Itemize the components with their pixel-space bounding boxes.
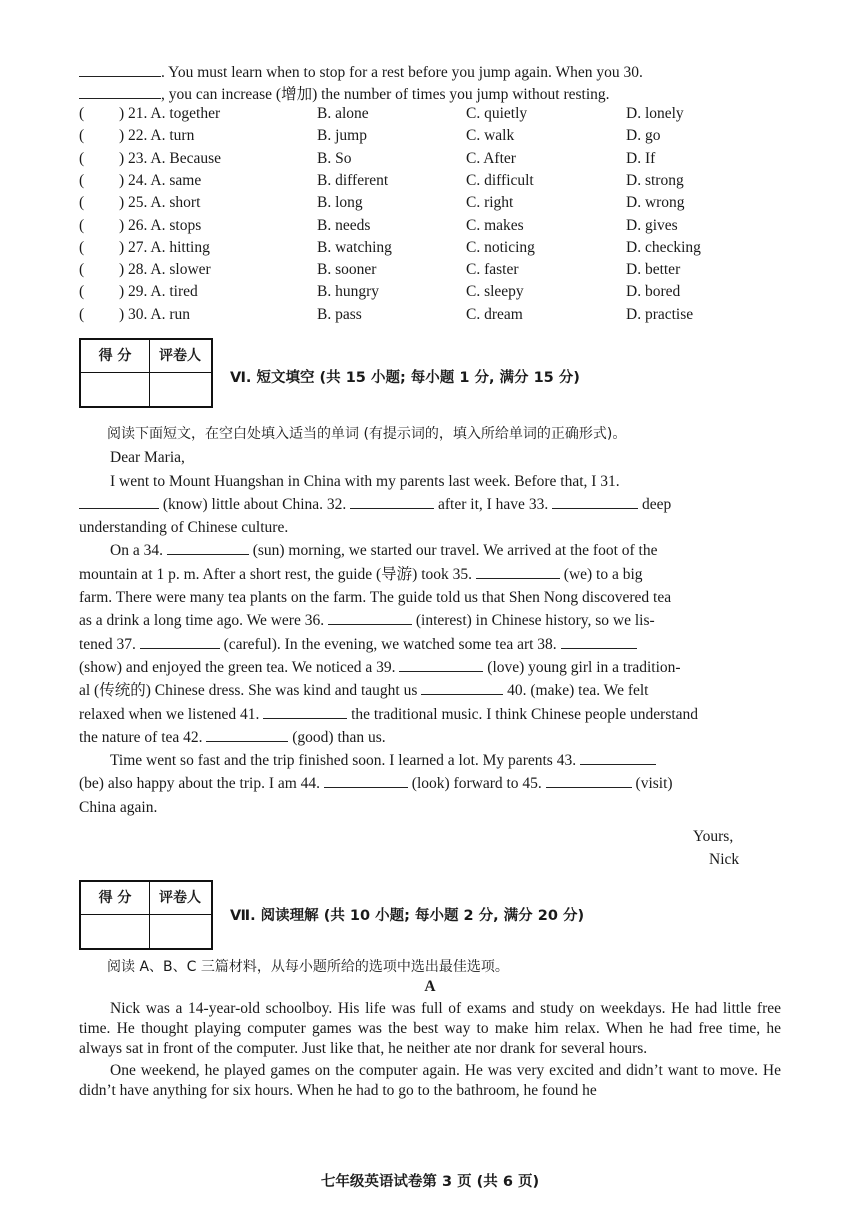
- answer-paren[interactable]: (: [79, 305, 85, 323]
- answer-blank[interactable]: [552, 494, 638, 509]
- option-b: B. pass: [317, 305, 362, 323]
- section-title: Ⅵ. 短文填空 (共 15 小题; 每小题 1 分, 满分 15 分): [230, 370, 580, 386]
- option-c: C. difficult: [466, 171, 534, 189]
- option-a: ) 29. A. tired: [119, 283, 198, 301]
- question-row: [79, 237, 779, 259]
- option-a: ) 23. A. Because: [119, 149, 222, 167]
- option-d: D. better: [626, 261, 681, 279]
- option-c: C. sleepy: [466, 283, 524, 301]
- letter-closing: Yours, Nick: [693, 825, 739, 871]
- answer-paren[interactable]: (: [79, 105, 85, 122]
- option-a: ) 21. A. together: [119, 105, 221, 122]
- answer-paren[interactable]: (: [79, 149, 85, 167]
- intro-line-1: . You must learn when to stop for a rest before you jump again. When you 30.: [79, 62, 780, 83]
- option-d: D. checking: [626, 238, 701, 256]
- option-c: C. walk: [466, 127, 515, 145]
- option-c: C. After: [466, 149, 516, 167]
- answer-paren[interactable]: (: [79, 171, 85, 189]
- signature: Nick: [709, 851, 740, 868]
- option-a: ) 28. A. slower: [119, 261, 211, 279]
- answer-blank[interactable]: [580, 750, 656, 765]
- option-b: B. needs: [317, 216, 371, 234]
- answer-blank[interactable]: [324, 773, 408, 788]
- answer-blank[interactable]: [206, 727, 288, 742]
- answer-blank[interactable]: [350, 494, 434, 509]
- option-b: B. alone: [317, 105, 369, 122]
- question-row: [79, 259, 779, 281]
- paragraph: One weekend, he played games on the computer again. He was very excited and didn’t want to move. He didn’t have anything for six hours. When he had to go to the bathroom, he found he: [79, 1062, 781, 1099]
- answer-blank[interactable]: [328, 610, 412, 625]
- option-c: C. noticing: [466, 238, 535, 256]
- question-row: [79, 215, 779, 237]
- question-row: [79, 103, 779, 125]
- page-footer: 七年级英语试卷第 3 页 (共 6 页): [320, 1174, 540, 1190]
- section6-passage: 阅读下面短文，在空白处填入适当的单词 (有提示词的，填入所给单词的正确形式)。 Dear Maria, I went to Mount Huangshan in China with my parents last week. Before that, I 31. (know) little about China. 32. after it, I have 33. deep understanding of Chinese culture. On a 34. (sun) morning, we started our travel. We arrived at the foot of the mountain at 1 p. m. After a short rest, the guide (导游) took 35. (we) to a big farm. There were many tea plants on the farm. The guide told us that Shen Nong discovered tea as a drink a long time ago. We were 36. (interest) in Chinese history, so we lis- tened 37. (careful). In the evening, we watched some tea art 38. (show) and enjoyed the green tea. We noticed a 39. (love) young girl in a tradition- al (传统的) Chinese dress. She was kind and taught us 40. (make) tea. We felt relaxed when we listened 41. the traditional music. I think Chinese people understand the nature of tea 42. (good) than us. Time went so fast and the trip finished soon. I learned a lot. My parents 43. (be) also happy about the trip. I am 44. (look) forward to 45. (visit) China again.: [79, 423, 781, 819]
- section-title: Ⅶ. 阅读理解 (共 10 小题; 每小题 2 分, 满分 20 分): [230, 908, 585, 924]
- instruction: 阅读 A、B、C 三篇材料，从每小题所给的选项中选出最佳选项。: [107, 959, 509, 975]
- option-d: D. go: [626, 127, 661, 145]
- option-b: B. hungry: [317, 283, 379, 301]
- score-box: [79, 338, 213, 408]
- answer-blank[interactable]: [476, 564, 560, 579]
- question-row: [79, 148, 779, 170]
- answer-paren[interactable]: (: [79, 283, 85, 301]
- answer-blank[interactable]: [79, 84, 161, 99]
- option-c: C. makes: [466, 216, 524, 234]
- answer-blank[interactable]: [140, 634, 220, 649]
- option-a: ) 26. A. stops: [119, 216, 202, 234]
- option-c: C. dream: [466, 305, 523, 323]
- option-b: B. sooner: [317, 261, 377, 279]
- option-d: D. bored: [626, 283, 681, 301]
- score-label: 得 分: [81, 882, 150, 914]
- answer-paren[interactable]: (: [79, 216, 85, 234]
- option-b: B. long: [317, 194, 363, 212]
- score-box: [79, 880, 213, 950]
- grader-label: 评卷人: [159, 348, 201, 364]
- answer-paren[interactable]: (: [79, 238, 85, 256]
- greeting: Dear Maria,: [110, 449, 185, 467]
- option-d: D. strong: [626, 171, 684, 189]
- answer-blank[interactable]: [263, 704, 347, 719]
- answer-paren[interactable]: (: [79, 261, 85, 279]
- instruction: 阅读下面短文，在空白处填入适当的单词 (有提示词的，填入所给单词的正确形式)。: [107, 426, 627, 442]
- question-row: [79, 304, 779, 326]
- answer-blank[interactable]: [399, 657, 483, 672]
- option-d: D. gives: [626, 216, 678, 234]
- answer-blank[interactable]: [421, 680, 503, 695]
- option-a: ) 24. A. same: [119, 171, 202, 189]
- option-b: B. different: [317, 171, 389, 189]
- answer-paren[interactable]: (: [79, 127, 85, 145]
- option-a: ) 22. A. turn: [119, 127, 195, 145]
- option-d: D. lonely: [626, 105, 684, 122]
- grader-label: 评卷人: [159, 890, 201, 906]
- option-b: B. watching: [317, 238, 392, 256]
- answer-paren[interactable]: (: [79, 194, 85, 212]
- answer-blank[interactable]: [79, 494, 159, 509]
- answer-blank[interactable]: [79, 62, 161, 77]
- option-a: ) 30. A. run: [119, 305, 191, 323]
- answer-blank[interactable]: [546, 773, 632, 788]
- option-b: B. So: [317, 149, 352, 167]
- question-row: [79, 281, 779, 303]
- option-d: D. practise: [626, 305, 694, 323]
- option-d: D. wrong: [626, 194, 685, 212]
- option-c: C. right: [466, 194, 514, 212]
- question-row: [79, 170, 779, 192]
- answer-blank[interactable]: [167, 540, 249, 555]
- paragraph: Nick was a 14-year-old schoolboy. His life was full of exams and study on weekdays. He had little free time. He thought playing computer games was the best way to make him relax. When he had free time, he always sat in front of the computer. Just like that, he neither ate nor drank for several hours.: [79, 1000, 781, 1057]
- option-a: ) 27. A. hitting: [119, 238, 210, 256]
- option-c: C. quietly: [466, 105, 528, 122]
- intro-line-2: , you can increase (增加) the number of times you jump without resting.: [79, 84, 780, 105]
- option-b: B. jump: [317, 127, 367, 145]
- passage-label: A: [424, 978, 436, 995]
- option-a: ) 25. A. short: [119, 194, 201, 212]
- question-row: [79, 192, 779, 214]
- option-c: C. faster: [466, 261, 519, 279]
- answer-blank[interactable]: [561, 634, 637, 649]
- section7-passage: [79, 957, 781, 1101]
- score-label: 得 分: [81, 340, 150, 372]
- question-row: [79, 125, 779, 147]
- option-d: D. If: [626, 149, 656, 167]
